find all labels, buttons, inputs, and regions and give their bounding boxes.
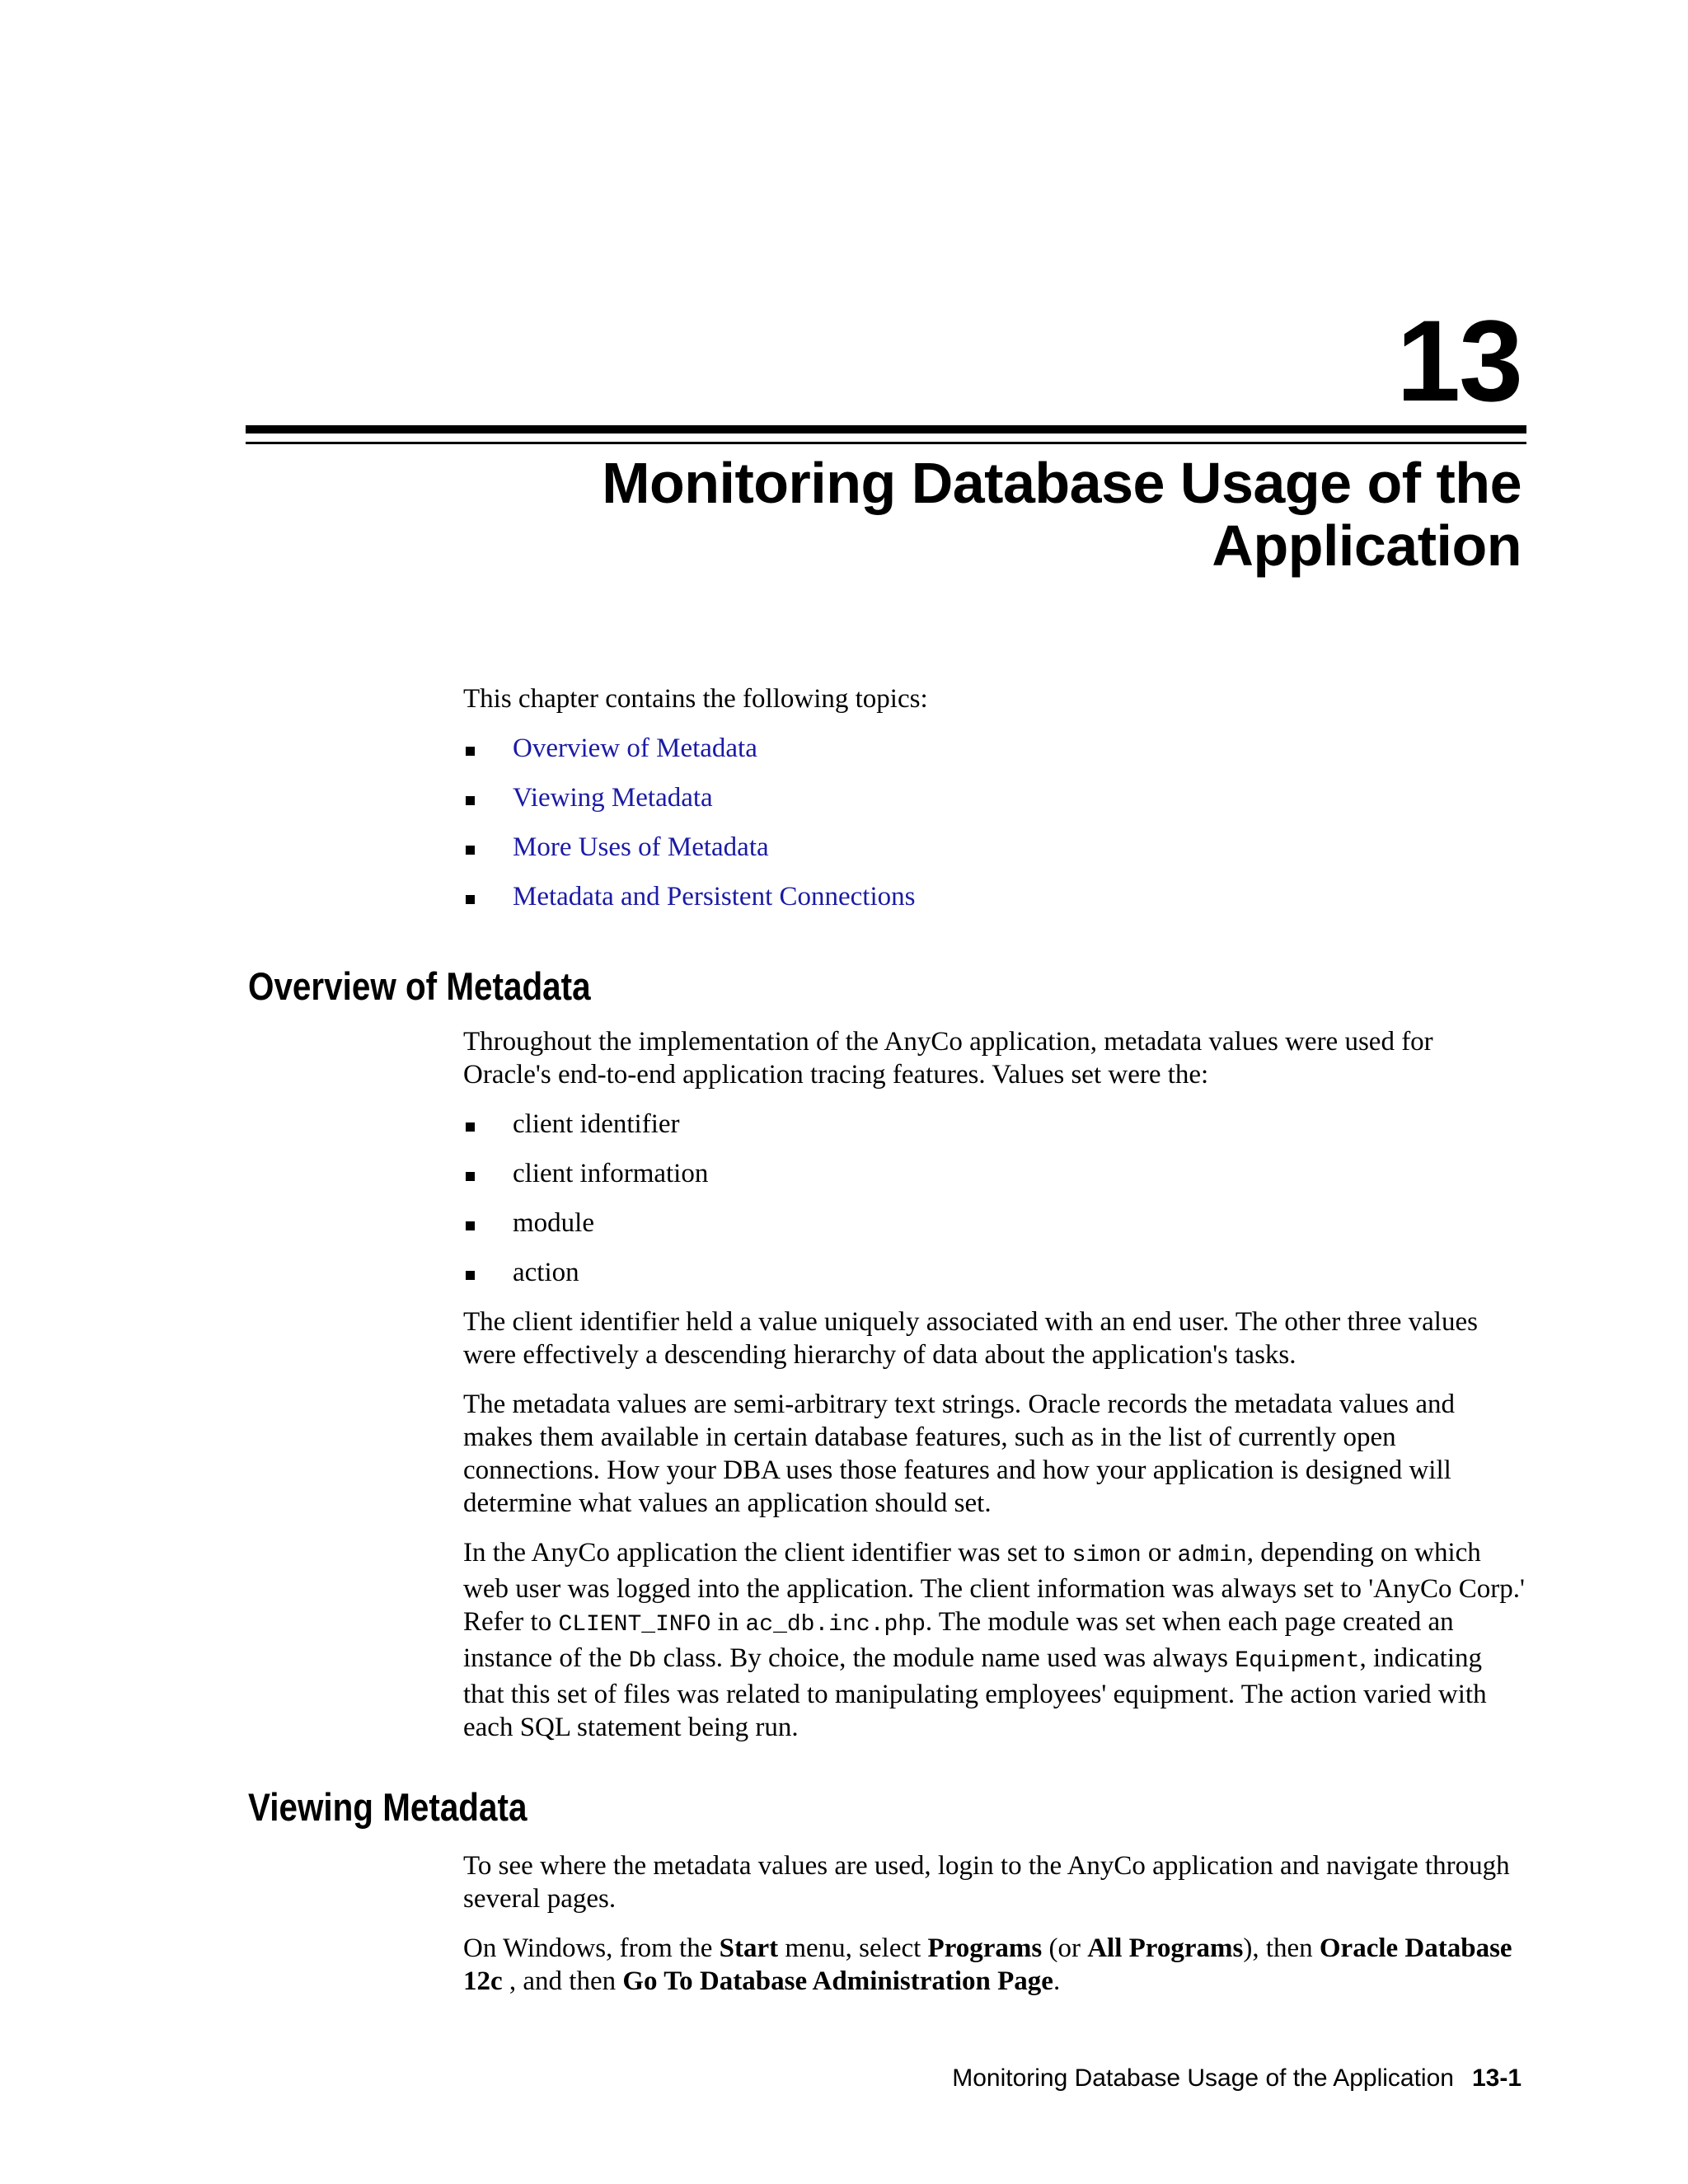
bullet-icon: [466, 895, 475, 904]
list-item: [463, 1207, 1526, 1240]
code-equipment: Equipment: [1235, 1648, 1360, 1674]
text-run: On Windows, from the: [463, 1933, 720, 1963]
intro-section: [463, 682, 1526, 930]
code-client-info: CLIENT_INFO: [558, 1612, 711, 1638]
text-run: or: [1141, 1538, 1178, 1568]
text-run: , and then: [502, 1966, 623, 1996]
chapter-title: [368, 452, 1522, 577]
bullet-icon: [466, 1122, 475, 1132]
text-run: class. By choice, the module name used was always: [656, 1643, 1236, 1673]
bullet-icon: [466, 846, 475, 855]
value-client-information: client information: [513, 1159, 709, 1188]
text-run: , indicating that this set of files was related to manipulating employees' equipment. The action varied with each SQL statement being run.: [463, 1643, 1487, 1742]
code-admin: admin: [1177, 1543, 1247, 1568]
footer-title: Monitoring Database Usage of the Application: [952, 2064, 1454, 2092]
menu-programs: Programs: [927, 1933, 1043, 1963]
topic-link-persistent[interactable]: Metadata and Persistent Connections: [513, 882, 916, 912]
text-run: ), then: [1243, 1933, 1320, 1963]
text-run: menu, select: [778, 1933, 928, 1963]
viewing-paragraph-2: [463, 1932, 1526, 1998]
viewing-paragraph-1: To see where the metadata values are used, login to the AnyCo application and navigate through several pages.: [463, 1851, 1510, 1914]
overview-paragraph-2: The client identifier held a value uniquely associated with an end user. The other three values were effectively a descending hierarchy of data about the application's tasks.: [463, 1307, 1478, 1370]
text-run: . The module was set when each page created an instance of the: [463, 1607, 1454, 1673]
menu-oracle-database: Oracle Database 12c: [463, 1933, 1512, 1996]
topic-link-viewing[interactable]: Viewing Metadata: [513, 783, 713, 813]
value-module: module: [513, 1208, 594, 1238]
bullet-icon: [466, 1271, 475, 1280]
chapter-title-line-1: Monitoring Database Usage of the: [602, 451, 1522, 515]
chapter-title-line-2: Application: [1212, 513, 1522, 578]
value-action: action: [513, 1258, 579, 1287]
text-run: (or: [1042, 1933, 1088, 1963]
chapter-number: 13: [1396, 296, 1522, 425]
bullet-icon: [466, 1172, 475, 1181]
list-item: [463, 1256, 1526, 1289]
text-run: In the AnyCo application the client identifier was set to: [463, 1538, 1072, 1568]
text-run: .: [1053, 1966, 1061, 1996]
topic-link-overview[interactable]: Overview of Metadata: [513, 733, 757, 763]
topic-item: [463, 732, 1526, 765]
page-footer: [952, 2064, 1522, 2093]
overview-paragraph-4: [463, 1536, 1526, 1744]
text-run: , depending on which web user was logged into the application. The client information was always set to 'AnyCo Corp.' Refer to: [463, 1538, 1525, 1637]
code-filename: ac_db.inc.php: [745, 1612, 926, 1638]
topic-link-more-uses[interactable]: More Uses of Metadata: [513, 832, 769, 862]
topic-item: [463, 831, 1526, 864]
bullet-icon: [466, 747, 475, 756]
section-heading-viewing: Viewing Metadata: [248, 1785, 528, 1829]
topic-list: [463, 732, 1526, 913]
overview-section: [463, 1025, 1526, 1760]
intro-text: This chapter contains the following topics:: [463, 684, 928, 714]
menu-all-programs: All Programs: [1087, 1933, 1244, 1963]
section-heading-overview: Overview of Metadata: [248, 964, 591, 1008]
code-db-class: Db: [628, 1648, 657, 1674]
topic-item: [463, 781, 1526, 814]
header-rule-thin: [246, 442, 1526, 444]
metadata-values-list: [463, 1108, 1526, 1289]
list-item: [463, 1108, 1526, 1141]
header-rule-thick: [246, 425, 1526, 434]
topic-item: [463, 880, 1526, 913]
bullet-icon: [466, 1221, 475, 1230]
overview-paragraph-1: Throughout the implementation of the AnyCo application, metadata values were used for Oracle's end-to-end application tracing features. Values set were the:: [463, 1027, 1433, 1090]
overview-paragraph-3: The metadata values are semi-arbitrary text strings. Oracle records the metadata values and makes them available in certain database features, such as in the list of currently open connections. How your DBA uses those features and how your application is designed will determine what values an application should set.: [463, 1390, 1456, 1518]
text-run: in: [710, 1607, 746, 1637]
viewing-section: [463, 1849, 1526, 2014]
list-item: [463, 1157, 1526, 1190]
menu-start: Start: [719, 1933, 779, 1963]
code-simon: simon: [1071, 1543, 1142, 1568]
footer-page-number: 13-1: [1471, 2064, 1522, 2092]
menu-go-to-admin-page: Go To Database Administration Page: [622, 1966, 1053, 1996]
value-client-identifier: client identifier: [513, 1109, 680, 1139]
bullet-icon: [466, 796, 475, 805]
